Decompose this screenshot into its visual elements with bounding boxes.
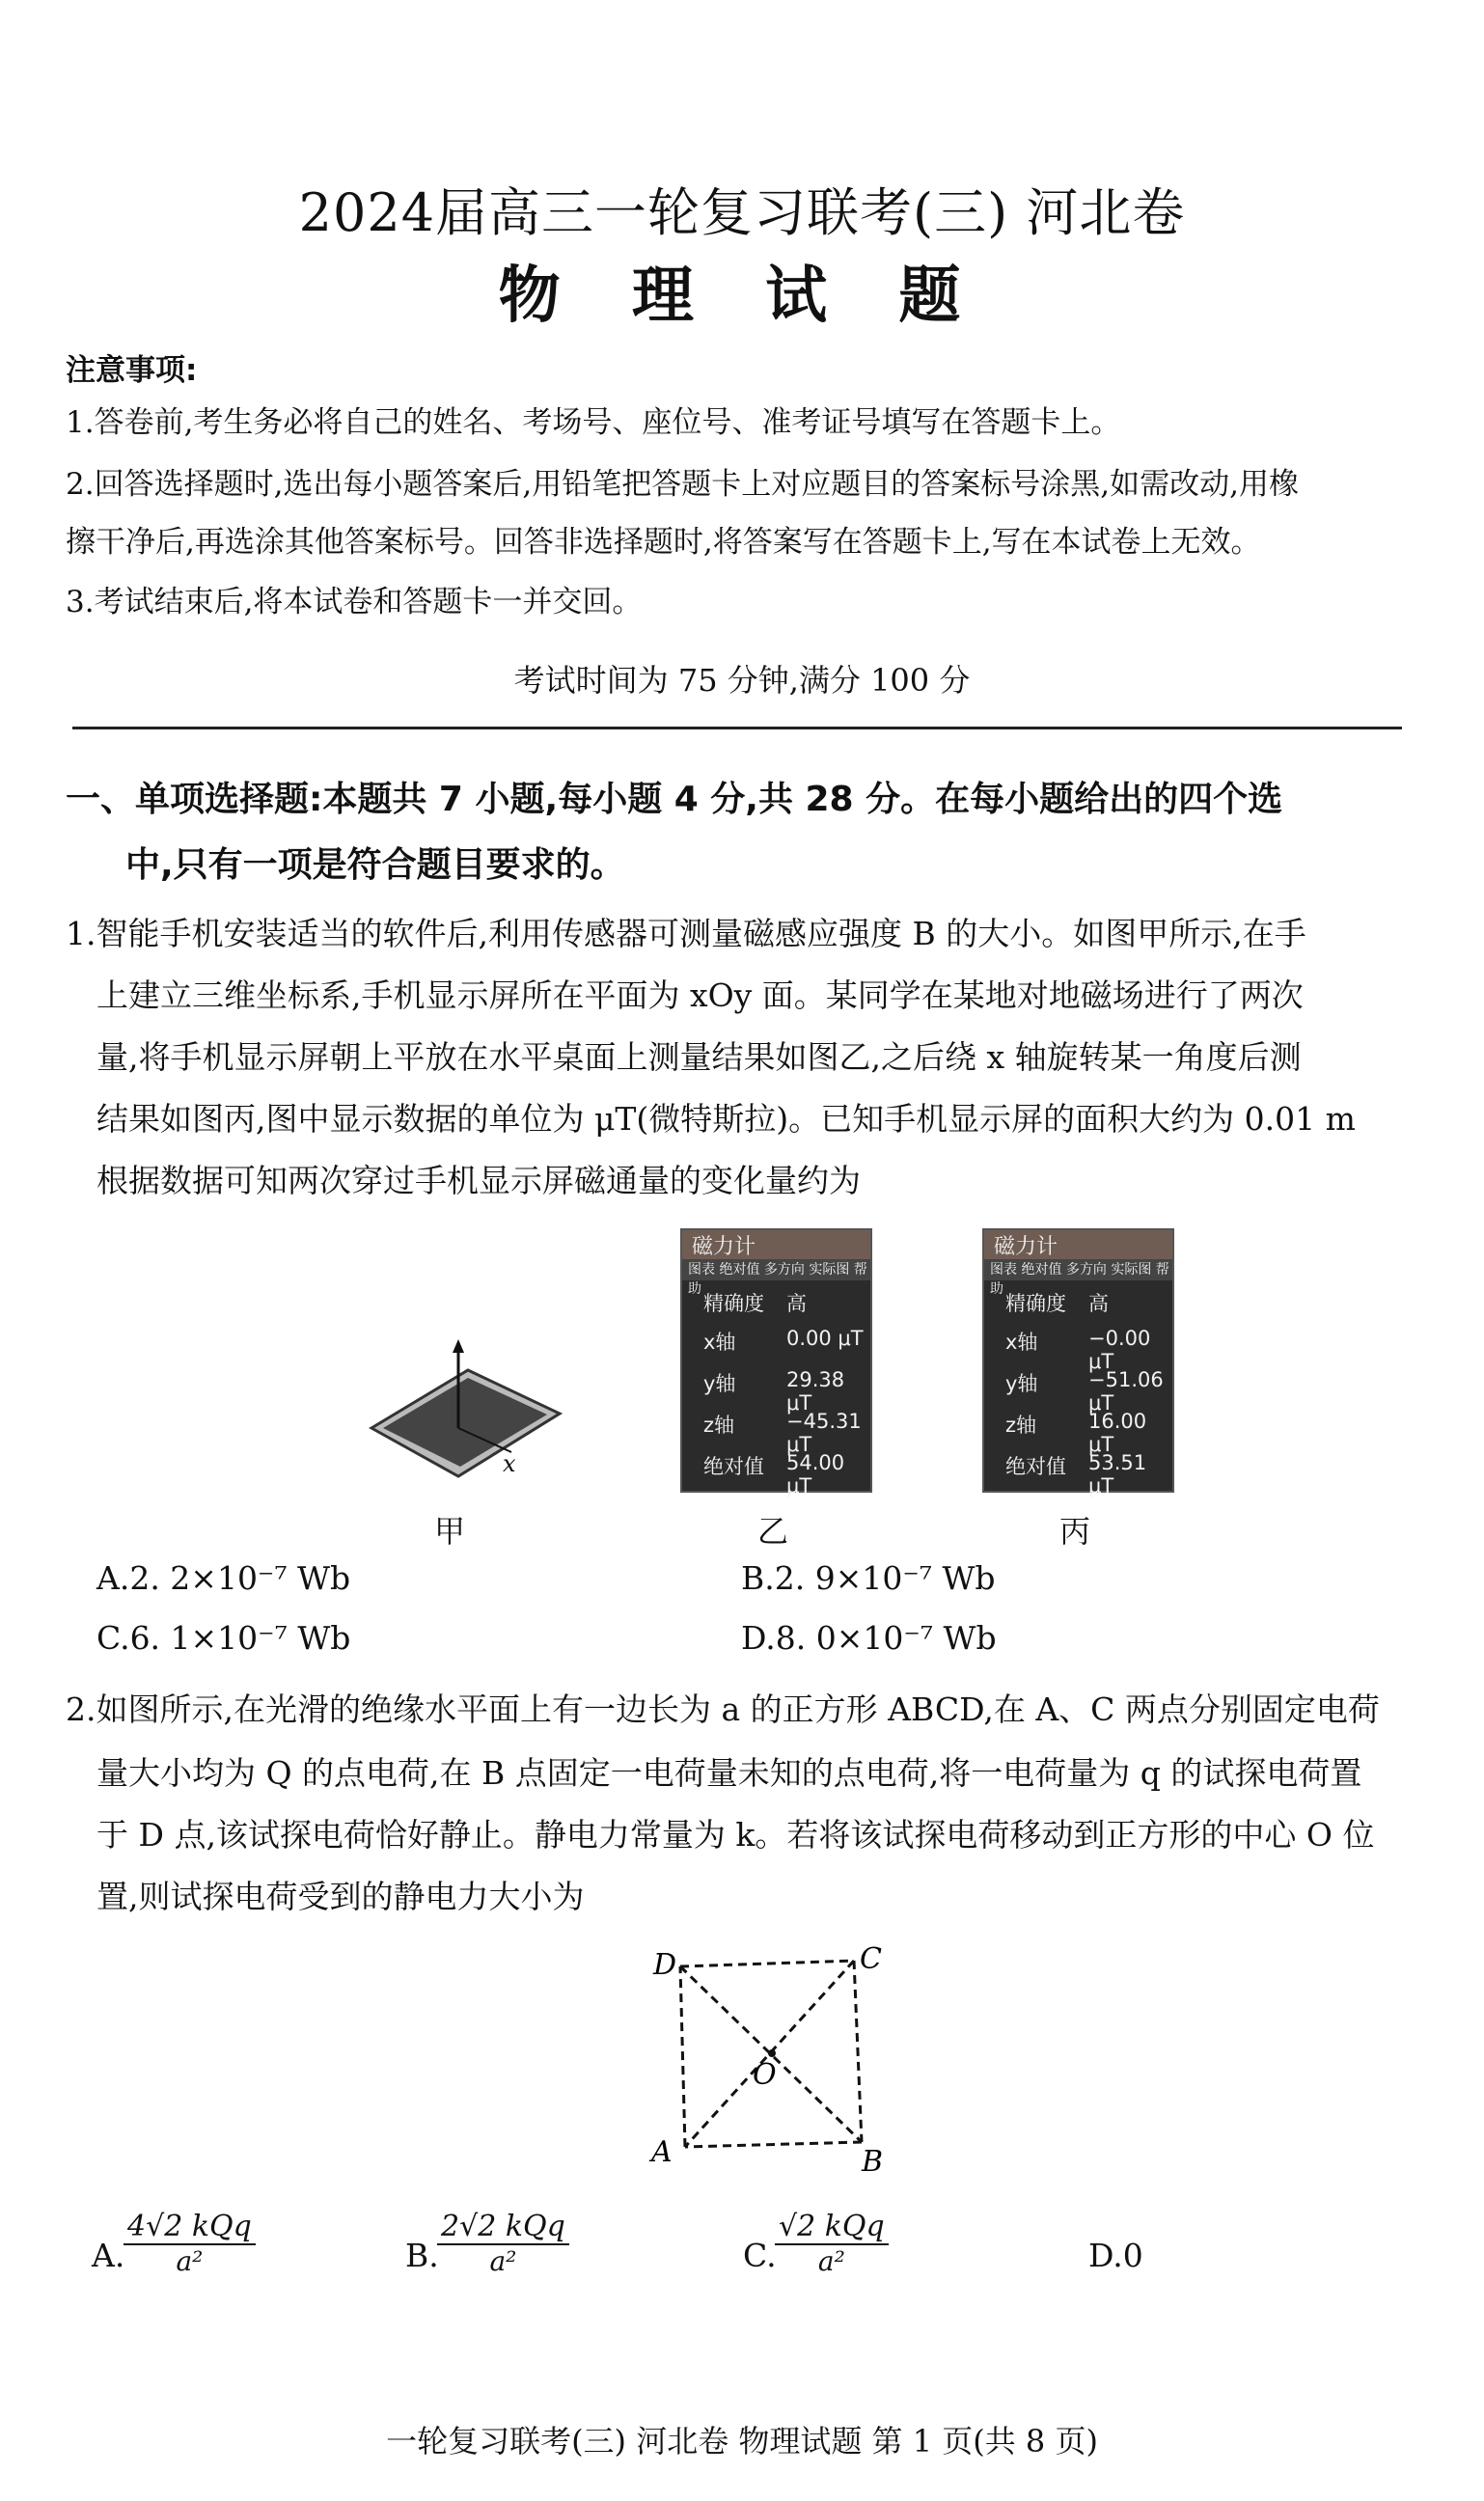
point-c: C xyxy=(860,1942,882,1976)
reading-value: 高 xyxy=(786,1292,807,1315)
q1-line-3: 量,将手机显示屏朝上平放在水平桌面上测量结果如图乙,之后绕 x 轴旋转某一角度后测 xyxy=(96,1038,1302,1076)
denominator: a² xyxy=(176,2245,204,2277)
section-heading: 一、单项选择题:本题共 7 小题,每小题 4 分,共 28 分。在每小题给出的四个选 xyxy=(66,780,1283,819)
reading-value: 54.00 μT xyxy=(786,1451,845,1498)
q1-line-1: 1.智能手机安装适当的软件后,利用传感器可测量磁感应强度 B 的大小。如图甲所示,在手 xyxy=(66,915,1306,952)
notice-item-1: 1.答卷前,考生务必将自己的姓名、考场号、座位号、准考证号填写在答题卡上。 xyxy=(66,405,1121,440)
point-b: B xyxy=(862,2145,884,2179)
q2-line-3: 于 D 点,该试探电荷恰好静止。静电力常量为 k。若将该试探电荷移动到正方形的中心 O 位 xyxy=(96,1816,1375,1854)
page-footer: 一轮复习联考(三) 河北卷 物理试题 第 1 页(共 8 页) xyxy=(386,2423,1098,2460)
notice-item-2-cont: 擦干净后,再选涂其他答案标号。回答非选择题时,将答案写在答题卡上,写在本试卷上无效。 xyxy=(66,525,1261,560)
notice-heading: 注意事项: xyxy=(66,353,198,388)
reading-value: 0.00 μT xyxy=(786,1327,864,1350)
figure-label-yi: 乙 xyxy=(757,1513,789,1550)
reading-label: z轴 xyxy=(1005,1414,1037,1437)
q1-line-5: 根据数据可知两次穿过手机显示屏磁通量的变化量约为 xyxy=(96,1162,861,1199)
q2-line-2: 量大小均为 Q 的点电荷,在 B 点固定一电荷量未知的点电荷,将一电荷量为 q 的试探电荷置 xyxy=(96,1754,1362,1792)
q2-option-d: D.0 xyxy=(1088,2237,1143,2274)
q1-option-d: D.8. 0×10⁻⁷ Wb xyxy=(741,1619,997,1657)
z-axis-label: z xyxy=(441,1349,453,1376)
screen-tabs: 图表 绝对值 多方向 实际图 帮助 xyxy=(682,1259,870,1280)
point-o: O xyxy=(753,2058,777,2092)
reading-value: 16.00 μT xyxy=(1088,1410,1147,1456)
figure-label-bing: 丙 xyxy=(1059,1513,1091,1550)
point-d: D xyxy=(653,1948,677,1982)
q2-line-4: 置,则试探电荷受到的静电力大小为 xyxy=(96,1878,585,1915)
reading-label: 精确度 xyxy=(703,1292,764,1315)
screen-tabs: 图表 绝对值 多方向 实际图 帮助 xyxy=(984,1259,1172,1280)
q2-line-1: 2.如图所示,在光滑的绝缘水平面上有一边长为 a 的正方形 ABCD,在 A、C 两点分别固定电荷 xyxy=(66,1690,1380,1728)
exam-title: 2024届高三一轮复习联考(三) 河北卷 xyxy=(298,182,1186,243)
q2-option-c-prefix: C. xyxy=(743,2237,777,2274)
q1-option-a: A.2. 2×10⁻⁷ Wb xyxy=(96,1559,351,1597)
reading-value: 29.38 μT xyxy=(786,1368,845,1415)
numerator: 2√2 kQq xyxy=(437,2210,569,2245)
notice-item-3: 3.考试结束后,将本试卷和答题卡一并交回。 xyxy=(66,585,643,619)
screen-title: 磁力计 xyxy=(682,1230,870,1259)
phone-figure xyxy=(362,1332,569,1486)
q1-line-4: 结果如图丙,图中显示数据的单位为 μT(微特斯拉)。已知手机显示屏的面积大约为 0.01 m xyxy=(96,1100,1356,1138)
reading-value: 53.51 μT xyxy=(1088,1451,1147,1498)
reading-label: x轴 xyxy=(703,1331,736,1354)
q2-option-b-prefix: B. xyxy=(405,2237,439,2274)
q2-option-a-prefix: A. xyxy=(92,2237,125,2274)
divider xyxy=(72,727,1402,729)
q1-option-b: B.2. 9×10⁻⁷ Wb xyxy=(741,1559,996,1597)
numerator: 4√2 kQq xyxy=(124,2210,256,2245)
reading-value: −0.00 μT xyxy=(1088,1327,1151,1373)
q1-option-c: C.6. 1×10⁻⁷ Wb xyxy=(96,1619,351,1657)
screen-title: 磁力计 xyxy=(984,1230,1172,1259)
point-a: A xyxy=(651,2135,673,2169)
denominator: a² xyxy=(817,2245,845,2277)
reading-label: x轴 xyxy=(1005,1331,1038,1354)
q1-line-2: 上建立三维坐标系,手机显示屏所在平面为 xOy 面。某同学在某地对地磁场进行了两次 xyxy=(96,976,1304,1014)
reading-label: 绝对值 xyxy=(1005,1455,1066,1478)
reading-label: 绝对值 xyxy=(703,1455,764,1478)
x-axis-label: x xyxy=(503,1450,516,1477)
reading-value: −51.06 μT xyxy=(1088,1368,1164,1415)
reading-label: 精确度 xyxy=(1005,1292,1066,1315)
figure-label-jia: 甲 xyxy=(434,1513,466,1550)
section-heading-cont: 中,只有一项是符合题目要求的。 xyxy=(125,845,625,885)
numerator: √2 kQq xyxy=(775,2210,889,2245)
subject-title: 物 理 试 题 xyxy=(498,260,986,332)
magnetometer-screen-c xyxy=(982,1228,1174,1498)
reading-label: y轴 xyxy=(1005,1372,1038,1395)
reading-value: 高 xyxy=(1088,1292,1109,1315)
reading-value: −45.31 μT xyxy=(786,1410,862,1456)
denominator: a² xyxy=(489,2245,517,2277)
reading-label: y轴 xyxy=(703,1372,736,1395)
exam-info: 考试时间为 75 分钟,满分 100 分 xyxy=(513,662,971,699)
square-diagram xyxy=(642,1939,902,2181)
magnetometer-screen-b xyxy=(680,1228,872,1498)
reading-label: z轴 xyxy=(703,1414,735,1437)
q2-option-a-fraction xyxy=(124,2210,256,2277)
q2-option-b-fraction xyxy=(437,2210,569,2277)
q2-option-c-fraction xyxy=(775,2210,889,2277)
notice-item-2: 2.回答选择题时,选出每小题答案后,用铅笔把答题卡上对应题目的答案标号涂黑,如需改动,用橡 xyxy=(66,467,1299,502)
